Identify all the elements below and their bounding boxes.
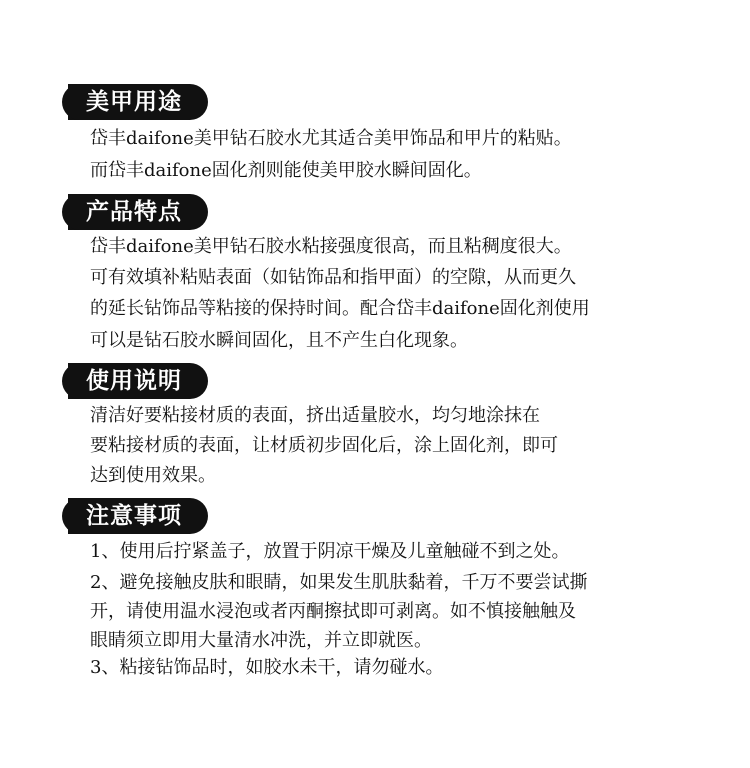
- precautions-line-4: 眼睛须立即用大量清水冲洗，并立即就医。: [90, 630, 432, 651]
- instructions-line-3: 达到使用效果。: [90, 465, 216, 486]
- section-heading-features: 产品特点: [68, 194, 208, 230]
- precautions-line-2: 2、避免接触皮肤和眼睛，如果发生肌肤黏着，千万不要尝试撕: [90, 572, 588, 593]
- instructions-line-1: 清洁好要粘接材质的表面，挤出适量胶水，均匀地涂抹在: [90, 405, 540, 426]
- precautions-line-5: 3、粘接钻饰品时，如胶水未干，请勿碰水。: [90, 657, 444, 678]
- precautions-line-1: 1、使用后拧紧盖子，放置于阴凉干燥及儿童触碰不到之处。: [90, 541, 570, 562]
- usage-line-2: 而岱丰daifone固化剂则能使美甲胶水瞬间固化。: [90, 160, 482, 181]
- features-line-3: 的延长钻饰品等粘接的保持时间。配合岱丰daifone固化剂使用: [90, 298, 590, 319]
- section-heading-instructions: 使用说明: [68, 363, 208, 399]
- precautions-line-3: 开，请使用温水浸泡或者丙酮擦拭即可剥离。如不慎接触触及: [90, 601, 576, 622]
- features-line-1: 岱丰daifone美甲钻石胶水粘接强度很高，而且粘稠度很大。: [90, 236, 572, 257]
- usage-line-1: 岱丰daifone美甲钻石胶水尤其适合美甲饰品和甲片的粘贴。: [90, 128, 572, 149]
- features-line-4: 可以是钻石胶水瞬间固化，且不产生白化现象。: [90, 330, 468, 351]
- instructions-line-2: 要粘接材质的表面，让材质初步固化后，涂上固化剂，即可: [90, 435, 558, 456]
- features-line-2: 可有效填补粘贴表面（如钻饰品和指甲面）的空隙，从而更久: [90, 267, 576, 288]
- section-heading-usage: 美甲用途: [68, 84, 208, 120]
- section-heading-precautions: 注意事项: [68, 498, 208, 534]
